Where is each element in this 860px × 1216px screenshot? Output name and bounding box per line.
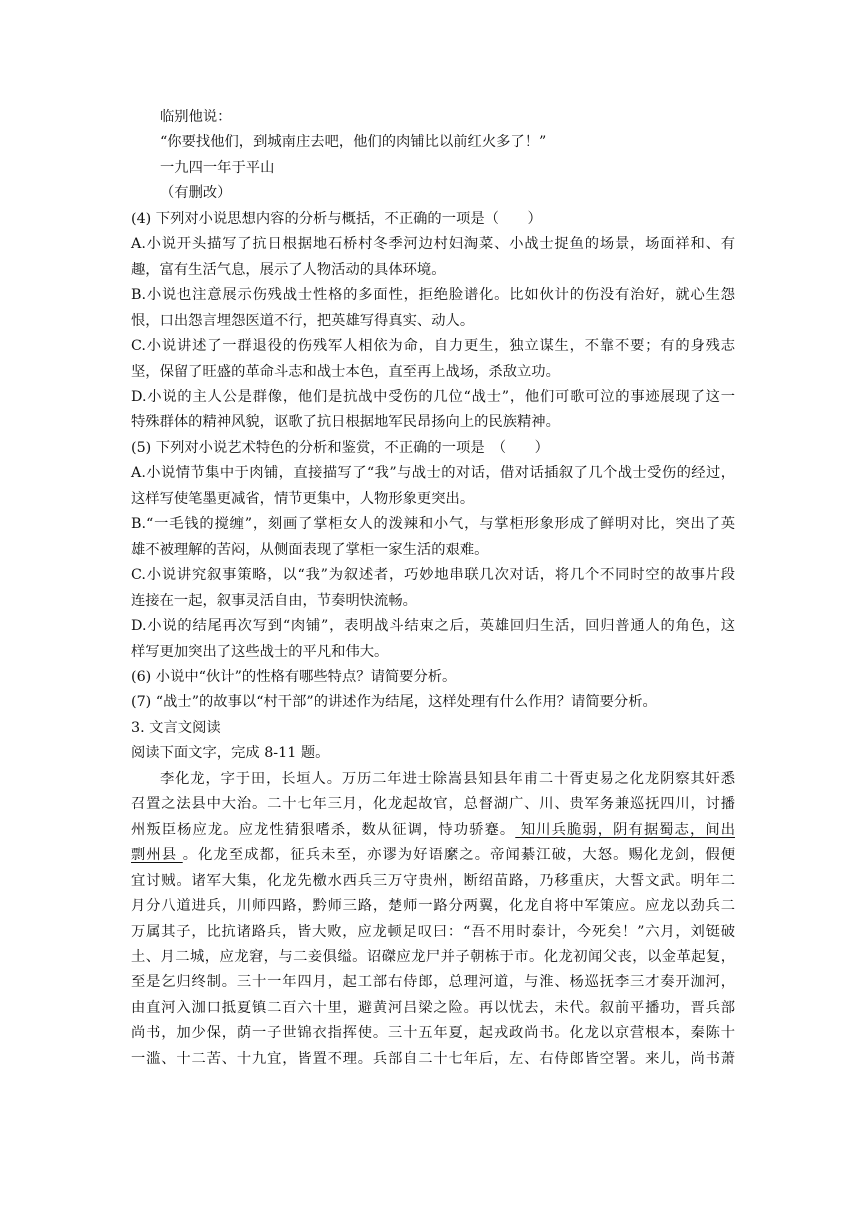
option-a-cont: 这样写使笔墨更减省，情节更集中，人物形象更突出。: [131, 490, 475, 507]
underlined-sentence: 知川兵脆弱，阴有据蜀志，间出: [515, 821, 735, 838]
question-stem: (4) 下列对小说思想内容的分析与概括，不正确的一项是（ ）: [131, 210, 542, 227]
section-instruction: 阅读下面文字，完成 8-11 题。: [131, 745, 330, 762]
section-title: 3. 文言文阅读: [131, 719, 221, 736]
passage-line: 召置之法县中大治。二十七年三月，化龙起故官，总督湖广、川、贵军务兼巡抚四川，讨播: [131, 796, 735, 813]
question-6: (6) 小说中“伙计”的性格有哪些特点？请简要分析。: [131, 668, 457, 685]
passage-line: 至是乞归终制。三十一年四月，起工部右侍郎，总理河道，与淮、杨巡抚李三才奏开泇河，: [131, 974, 735, 991]
option-b: B.“一毛钱的搅缠”，刻画了掌柜女人的泼辣和小气，与掌柜形象形成了鲜明对比，突出了英: [131, 516, 735, 533]
passage-line: 宜讨贼。诸军大集，化龙先檄水西兵三万守贵州，断绍苗路，乃移重庆，大誓文武。明年二: [131, 872, 735, 889]
option-c: C.小说讲究叙事策略，以“我”为叙述者，巧妙地串联几次对话，将几个不同时空的故事片段: [131, 567, 735, 584]
question-5: [131, 436, 735, 665]
option-a: A.小说情节集中于肉铺，直接描写了“我”与战士的对话，借对话插叙了几个战士受伤的经过，: [131, 465, 735, 482]
option-b: B.小说也注意展示伤残战士性格的多面性，拒绝脸谱化。比如伙计的伤没有治好，就心生怨: [131, 287, 735, 304]
text-line: “你要找他们，到城南庄去吧，他们的肉铺比以前红火多了！”: [160, 134, 547, 151]
question-7: (7) “战士”的故事以“村干部”的讲述作为结尾，这样处理有什么作用？请简要分析。: [131, 694, 657, 711]
passage-text: 。化龙至成都，征兵未至，亦谬为好语縻之。帝闻綦江破，大怒。赐化龙剑，假便: [182, 847, 735, 864]
text-line: 一九四一年于平山: [160, 159, 275, 176]
text-line: 临别他说：: [160, 109, 232, 125]
option-d: D.小说的主人公是群像，他们是抗战中受伤的几位“战士”，他们可歌可泣的事迹展现了这一: [131, 388, 735, 405]
passage-line: [131, 843, 735, 868]
question-stem: (5) 下列对小说艺术特色的分析和鉴赏，不正确的一项是 （ ）: [131, 439, 549, 456]
passage-line: 尚书，加少保，荫一子世锦衣指挥使。三十五年夏，起戎政尚书。化龙以京营根本，秦陈十: [131, 1025, 735, 1042]
passage-line: 一滥、十二苦、十九宜，皆置不理。兵部自二十七年后，左、右侍郎皆空署。来儿，尚书萧: [131, 1050, 735, 1067]
passage-text: 州叛臣杨应龙。应龙性猜狠嗜杀，数从征调，恃功骄蹇。: [131, 821, 516, 838]
passage-line: 土、月二城，应龙窘，与二妾俱缢。诏磔应龙尸并子朝栋于市。化龙初闻父丧，以金革起复，: [131, 948, 735, 965]
option-b-cont: 雄不被理解的苦闷，从侧面表现了掌柜一家生活的艰难。: [131, 541, 489, 558]
option-d-cont: 样写更加突出了这些战士的平凡和伟大。: [131, 643, 389, 660]
option-a-cont: 趣，富有生活气息，展示了人物活动的具体环境。: [131, 261, 446, 278]
option-c-cont: 坚，保留了旺盛的革命斗志和战士本色，直至再上战场，杀敌立功。: [131, 363, 560, 380]
passage-line: 由直河入泇口抵夏镇二百六十里，避黄河吕梁之险。再以忧去，未代。叙前平播功，晋兵部: [131, 999, 735, 1016]
story-ending: [131, 105, 735, 207]
option-d-cont: 特殊群体的精神风貌，讴歌了抗日根据地军民昂扬向上的民族精神。: [131, 414, 560, 431]
option-c: C.小说讲述了一群退役的伤残军人相依为命，自力更生，独立谋生，不靠不要；有的身残志: [131, 338, 735, 355]
option-d: D.小说的结尾再次写到“肉铺”，表明战斗结束之后，英雄回归生活，回归普通人的角色，这: [131, 618, 735, 635]
passage-line: 月分八道进兵，川师四路，黔师三路，楚师一路分两翼，化龙自将中军策应。应龙以劲兵二: [131, 898, 735, 915]
passage-line: 李化龙，字于田，长垣人。万历二年进士除嵩县知县年甫二十胥吏易之化龙阴察其奸悉: [160, 770, 735, 787]
underlined-sentence: 剽州县: [131, 847, 183, 864]
option-b-cont: 恨，口出怨言埋怨医道不行，把英雄写得真实、动人。: [131, 312, 475, 329]
option-c-cont: 连接在一起，叙事灵活自由，节奏明快流畅。: [131, 592, 417, 609]
passage-line: 万属其子，比抗诸路兵，皆大败，应龙顿足叹曰：“吾不用时泰计，今死矣！”六月，刘铤破: [131, 923, 735, 940]
classical-passage: [131, 767, 735, 1072]
question-4: [131, 207, 735, 436]
option-a: A.小说开头描写了抗日根据地石桥村冬季河边村妇淘菜、小战士捉鱼的场景，场面祥和、有: [131, 236, 735, 253]
source-note: （有删改）: [160, 185, 232, 202]
passage-line: [131, 818, 735, 843]
